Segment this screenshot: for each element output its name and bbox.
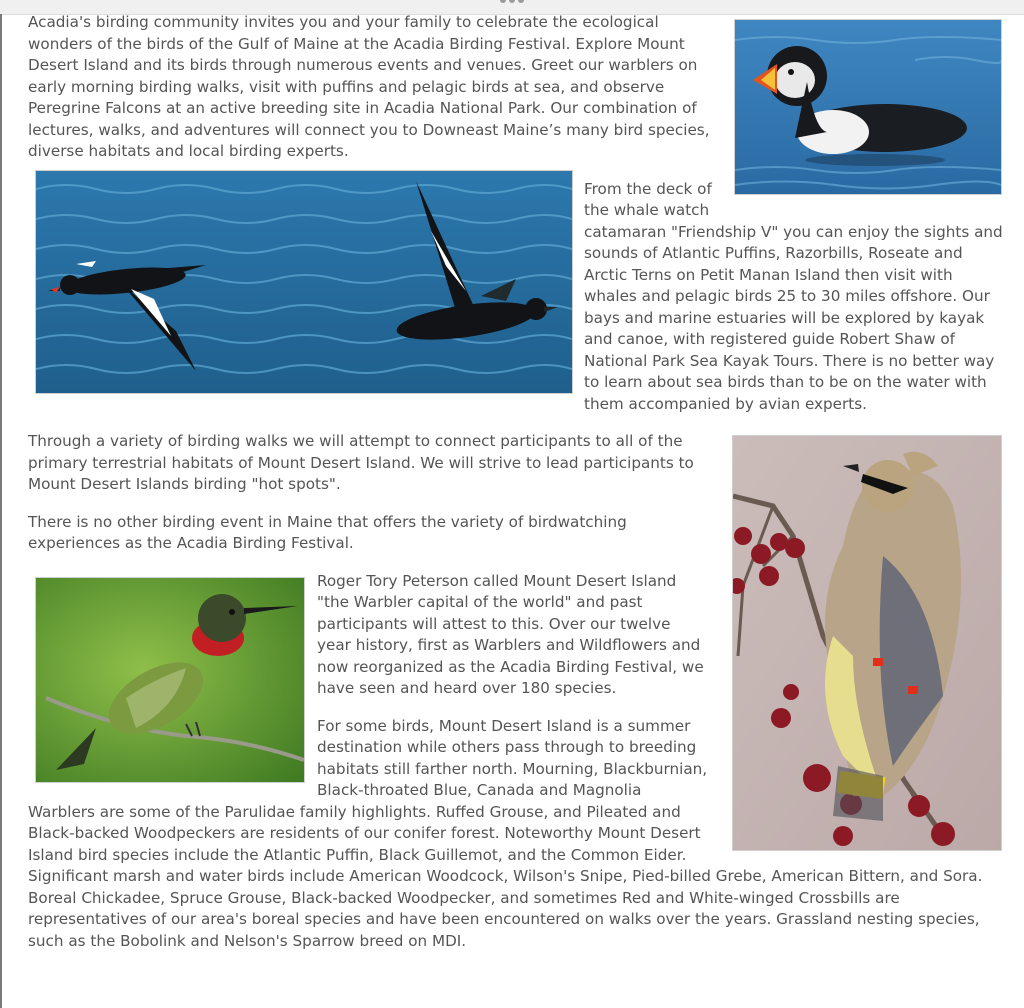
drag-handle-icon[interactable] <box>500 0 524 5</box>
left-border <box>0 14 2 1008</box>
article-body <box>28 12 1008 968</box>
peterson-paragraph: Roger Tory Peterson called Mount Desert Island "the Warbler capital of the world" and past participants will attest to this. Over our twelve year history, first as Warblers and Wildflowers and now reorganized as the Acadia Birding Festival, we have seen and heard over 180 species. <box>317 571 704 697</box>
puffin-photo <box>734 19 1002 195</box>
walks-paragraph: Through a variety of birding walks we will attempt to connect participants to all of the primary terrestrial habitats of Mount Desert Island. We will strive to lead participants to Mount Desert Islands birding "hot spots". <box>28 432 694 493</box>
guillemots-photo <box>35 170 573 394</box>
hummingbird-photo <box>35 577 305 783</box>
waxwing-photo <box>732 435 1002 851</box>
festival-paragraph: There is no other birding event in Maine that offers the variety of birdwatching experiences as the Acadia Birding Festival. <box>28 512 627 552</box>
boat-paragraph: From the deck of the whale watch catamaran "Friendship V" you can enjoy the sights and sounds of Atlantic Puffins, Razorbills, Roseate and Arctic Terns on Petit Manan Island then visit with whales and pelagic birds 25 to 30 miles offshore. Our bays and marine estuaries will be explored by kayak and canoe, with registered guide Robert Shaw of National Park Sea Kayak Tours. There is no better way to learn about sea birds than to be on the water with them accompanied by avian experts. <box>584 179 1003 413</box>
intro-paragraph: Acadia's birding community invites you and your family to celebrate the ecological wonders of the birds of the Gulf of Maine at the Acadia Birding Festival. Explore Mount Desert Island and its birds through numerous events and venues. Greet our warblers on early morning birding walks, visit with puffins and pelagic birds at sea, and observe Peregrine Falcons at an active breeding site in Acadia National Park. Our combination of lectures, walks, and adventures will connect you to Downeast Maine’s many bird species, diverse habitats and local birding experts. <box>28 13 710 160</box>
species-paragraph: For some birds, Mount Desert Island is a summer destination while others pass through to breeding habitats still farther north. Mourning, Blackburnian, Black-throated Blue, Canada and Magnolia Warblers are some of the Parulidae family highlights. Ruffed Grouse, and Pileated and Black-backed Woodpeckers are residents of our conifer forest. Noteworthy Mount Desert Island bird species include the Atlantic Puffin, Black Guillemot, and the Common Eider. Significant marsh and water birds include American Woodcock, Wilson's Snipe, Pied-billed Grebe, American Bittern, and Sora. Boreal Chickadee, Spruce Grouse, Black-backed Woodpecker, and sometimes Red and White-winged Crossbills are representatives of our area's boreal species and have been encountered on walks over the years. Grassland nesting species, such as the Bobolink and Nelson's Sparrow breed on MDI. <box>28 716 983 950</box>
